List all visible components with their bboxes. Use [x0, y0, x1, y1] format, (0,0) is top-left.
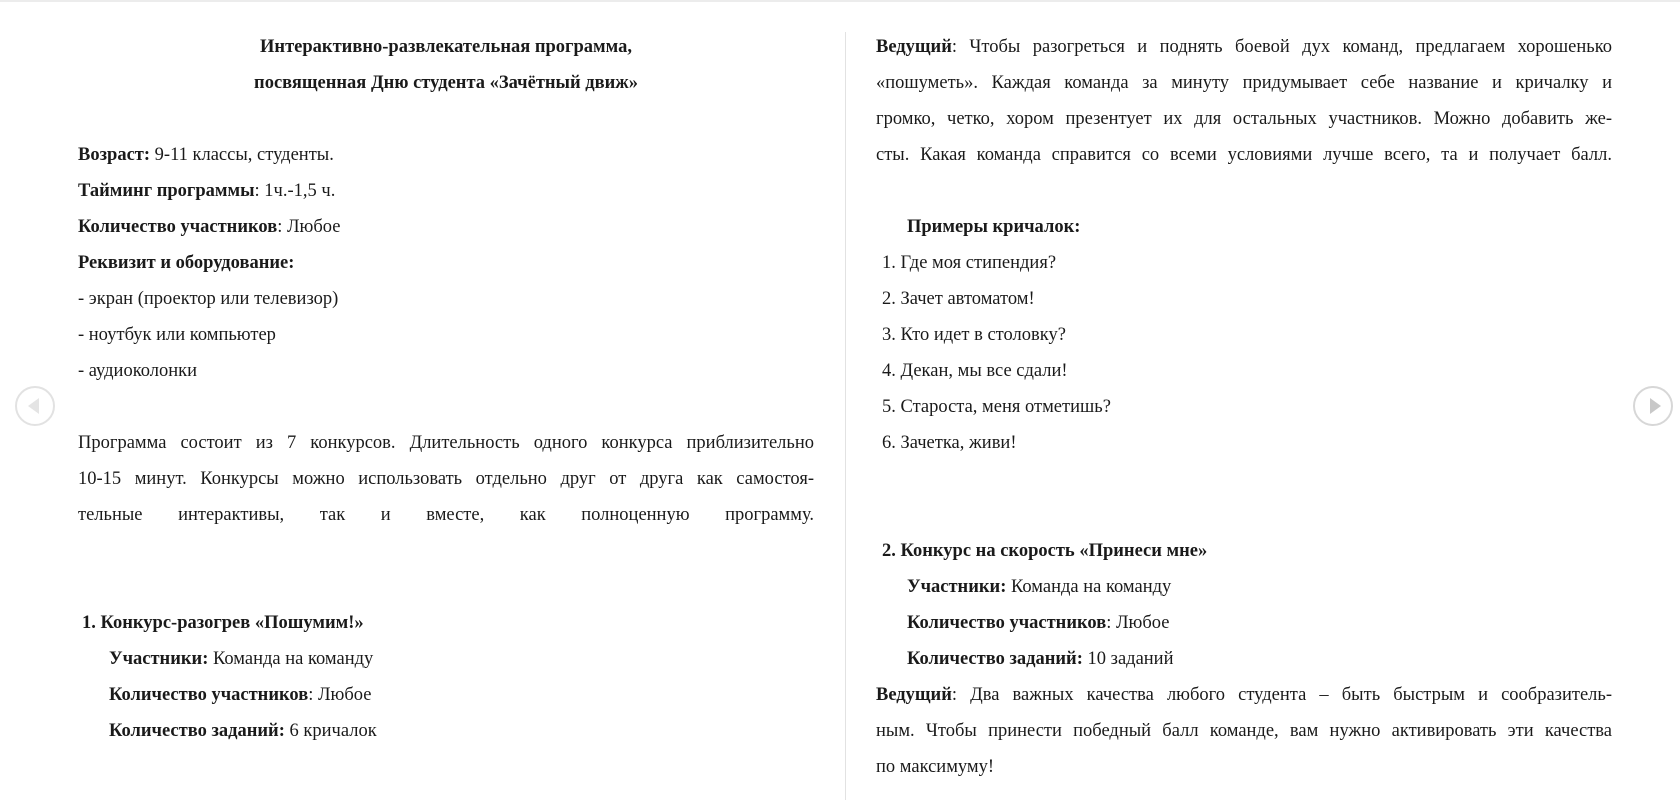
participants-label: Количество участников — [78, 217, 278, 237]
host2-line: по максимуму! — [876, 757, 995, 777]
contest2-members: Участники: Команда на команду — [907, 577, 1172, 597]
host1-line: сты. Какая команда справится со всеми условиями лучше всего, та и получает балл. — [876, 145, 1612, 165]
props-item: - аудиоколонки — [78, 361, 198, 381]
contest2-tasks: Количество заданий: 10 заданий — [907, 649, 1174, 669]
host-label: Ведущий — [876, 37, 952, 57]
document-title: Интерактивно-развлекательная программа, — [260, 37, 632, 57]
top-rule — [0, 0, 1680, 2]
props-item: - экран (проектор или телевизор) — [78, 289, 339, 309]
host-label: Ведущий — [876, 685, 952, 705]
props-item: - ноутбук или компьютер — [78, 325, 276, 345]
program-paragraph-line: 10-15 минут. Конкурсы можно использовать отдельно друг от друга как самостоя- — [78, 469, 814, 489]
timing-line — [78, 173, 814, 209]
document-subtitle: посвященная Дню студента «Зачётный движ» — [254, 73, 638, 93]
participants-value: : Любое — [277, 217, 341, 237]
chevron-right-icon — [1650, 398, 1661, 414]
contest2-title: 2. Конкурс на скорость «Принеси мне» — [882, 541, 1208, 561]
props-heading: Реквизит и оборудование: — [78, 253, 295, 273]
example-item: 1. Где моя стипендия? — [882, 253, 1057, 273]
host1-line: «пошуметь». Каждая команда за минуту придумывает себе название и кричалку и — [876, 73, 1612, 93]
contest2-count: Количество участников: Любое — [907, 613, 1170, 633]
page-divider — [845, 32, 846, 800]
host2-line: Ведущий: Два важных качества любого студента – быть быстрым и сообразитель- — [876, 685, 1612, 705]
host1-line: Ведущий: Чтобы разогреться и поднять боевой дух команд, предлагаем хорошенько — [876, 37, 1612, 57]
left-page — [78, 29, 814, 749]
contest1-tasks: Количество заданий: 6 кричалок — [109, 721, 377, 741]
age-value: 9-11 классы, студенты. — [150, 145, 334, 165]
host2-line: ным. Чтобы принести победный балл команде, вам нужно активировать эти качества — [876, 721, 1612, 741]
program-paragraph-line: тельные интерактивы, так и вместе, как полноценную программу. — [78, 505, 814, 525]
timing-value: : 1ч.-1,5 ч. — [254, 181, 336, 201]
host1-line: громко, четко, хором презентует их для остальных участников. Можно добавить же- — [876, 109, 1612, 129]
example-item: 6. Зачетка, живи! — [882, 433, 1017, 453]
contest1-count: Количество участников: Любое — [109, 685, 372, 705]
prev-page-button[interactable] — [15, 386, 55, 426]
chevron-left-icon — [28, 398, 39, 414]
participants-line — [78, 209, 814, 245]
example-item: 3. Кто идет в столовку? — [882, 325, 1066, 345]
timing-label: Тайминг программы — [78, 181, 255, 201]
examples-heading: Примеры кричалок: — [907, 217, 1081, 237]
program-paragraph-line: Программа состоит из 7 конкурсов. Длительность одного конкурса приблизительно — [78, 433, 814, 453]
example-item: 4. Декан, мы все сдали! — [882, 361, 1068, 381]
age-line — [78, 137, 814, 173]
example-item: 5. Староста, меня отметишь? — [882, 397, 1111, 417]
contest1-title: 1. Конкурс-разогрев «Пошумим!» — [82, 613, 364, 633]
contest1-members: Участники: Команда на команду — [109, 649, 374, 669]
example-item: 2. Зачет автоматом! — [882, 289, 1035, 309]
age-label: Возраст: — [78, 145, 151, 165]
right-page — [876, 29, 1612, 785]
next-page-button[interactable] — [1633, 386, 1673, 426]
